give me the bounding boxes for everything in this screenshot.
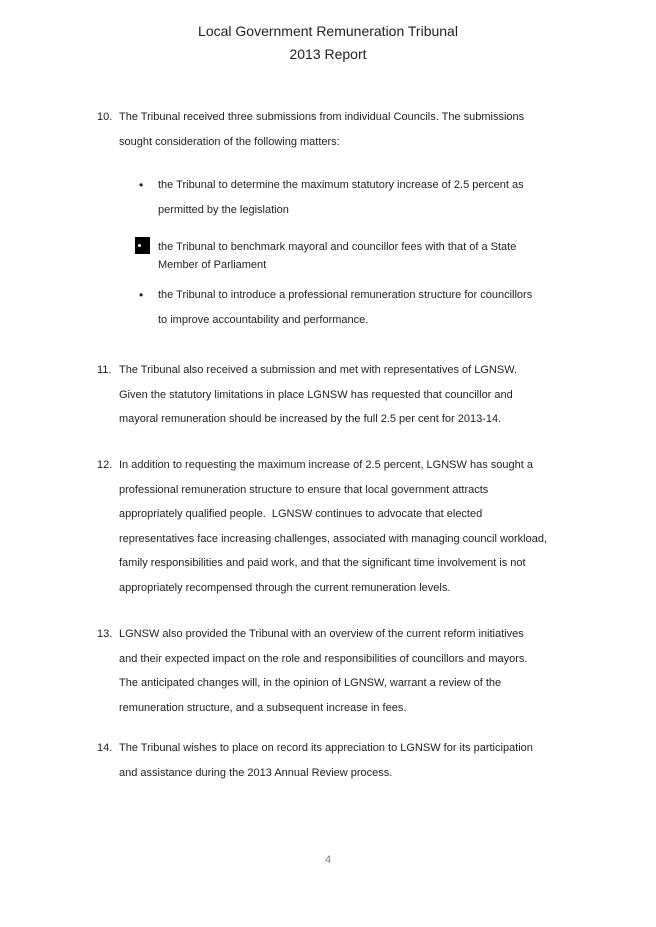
bullet-icon: • xyxy=(139,288,144,302)
text-line: family responsibilities and paid work, and that the significant time involvement is not xyxy=(119,557,526,570)
document-title: Local Government Remuneration Tribunal xyxy=(198,23,458,39)
text-line: mayoral remuneration should be increased by the full 2.5 per cent for 2013-14. xyxy=(119,413,502,426)
text-line: sought consideration of the following matters: xyxy=(119,135,340,148)
item-text xyxy=(119,736,656,785)
bullet-dot-icon xyxy=(138,244,141,247)
item-number: 11. xyxy=(97,364,112,376)
text-line: The Tribunal received three submissions from individual Councils. The submissions xyxy=(119,111,525,123)
bullet-icon: • xyxy=(139,178,144,192)
text-line: professional remuneration structure to ensure that local government attracts xyxy=(119,483,489,496)
text-line: The anticipated changes will, in the opinion of LGNSW, warrant a review of the xyxy=(119,677,502,690)
text-line: appropriately recompensed through the current remuneration levels. xyxy=(119,581,451,594)
bullet-item-1 xyxy=(0,173,656,222)
page-number: 4 xyxy=(324,854,332,866)
text-line: the Tribunal to benchmark mayoral and councillor fees with that of a State xyxy=(158,241,517,253)
text-line: LGNSW also provided the Tribunal with an overview of the current reform initiatives xyxy=(119,628,524,640)
item-number: 10. xyxy=(97,111,113,123)
bullet-item-3 xyxy=(0,283,656,332)
text-line: appropriately qualified people. LGNSW continues to advocate that elected xyxy=(119,508,483,521)
text-line: to improve accountability and performance. xyxy=(158,313,369,326)
text-line: representatives face increasing challenges, associated with managing council workload, xyxy=(119,532,548,545)
item-number: 14. xyxy=(97,742,113,754)
item-number: 12. xyxy=(97,459,113,471)
item-text xyxy=(119,358,656,432)
numbered-item-14 xyxy=(0,736,656,785)
text-line: Given the statutory limitations in place LGNSW has requested that councillor and xyxy=(119,388,513,401)
text-line: the Tribunal to determine the maximum statutory increase of 2.5 percent as xyxy=(158,179,524,191)
item-number: 13. xyxy=(97,628,113,640)
bullet-text xyxy=(158,173,656,222)
document-header xyxy=(0,20,656,65)
bullet-text xyxy=(158,283,656,332)
item-text xyxy=(119,622,656,720)
text-line: Member of Parliament xyxy=(158,259,267,271)
numbered-item-13 xyxy=(0,622,656,720)
item-text xyxy=(119,453,656,601)
text-line: and assistance during the 2013 Annual Review process. xyxy=(119,766,393,779)
text-line: The Tribunal wishes to place on record its appreciation to LGNSW for its participation xyxy=(119,742,533,754)
numbered-item-11 xyxy=(0,358,656,432)
numbered-item-12 xyxy=(0,453,656,601)
selected-bullet-icon xyxy=(135,237,150,254)
text-line: The Tribunal also received a submission and met with representatives of LGNSW. xyxy=(119,364,518,376)
bullet-text xyxy=(158,238,656,274)
bullet-item-2 xyxy=(0,238,656,274)
text-line: the Tribunal to introduce a professional remuneration structure for councillors xyxy=(158,289,533,301)
text-line: remuneration structure, and a subsequent increase in fees. xyxy=(119,701,407,714)
text-line: permitted by the legislation xyxy=(158,203,289,216)
text-line: and their expected impact on the role and responsibilities of councillors and mayors. xyxy=(119,652,528,665)
item-text xyxy=(119,105,656,154)
text-line: In addition to requesting the maximum increase of 2.5 percent, LGNSW has sought a xyxy=(119,459,533,471)
numbered-item-10 xyxy=(0,105,656,154)
document-subtitle: 2013 Report xyxy=(289,45,367,62)
